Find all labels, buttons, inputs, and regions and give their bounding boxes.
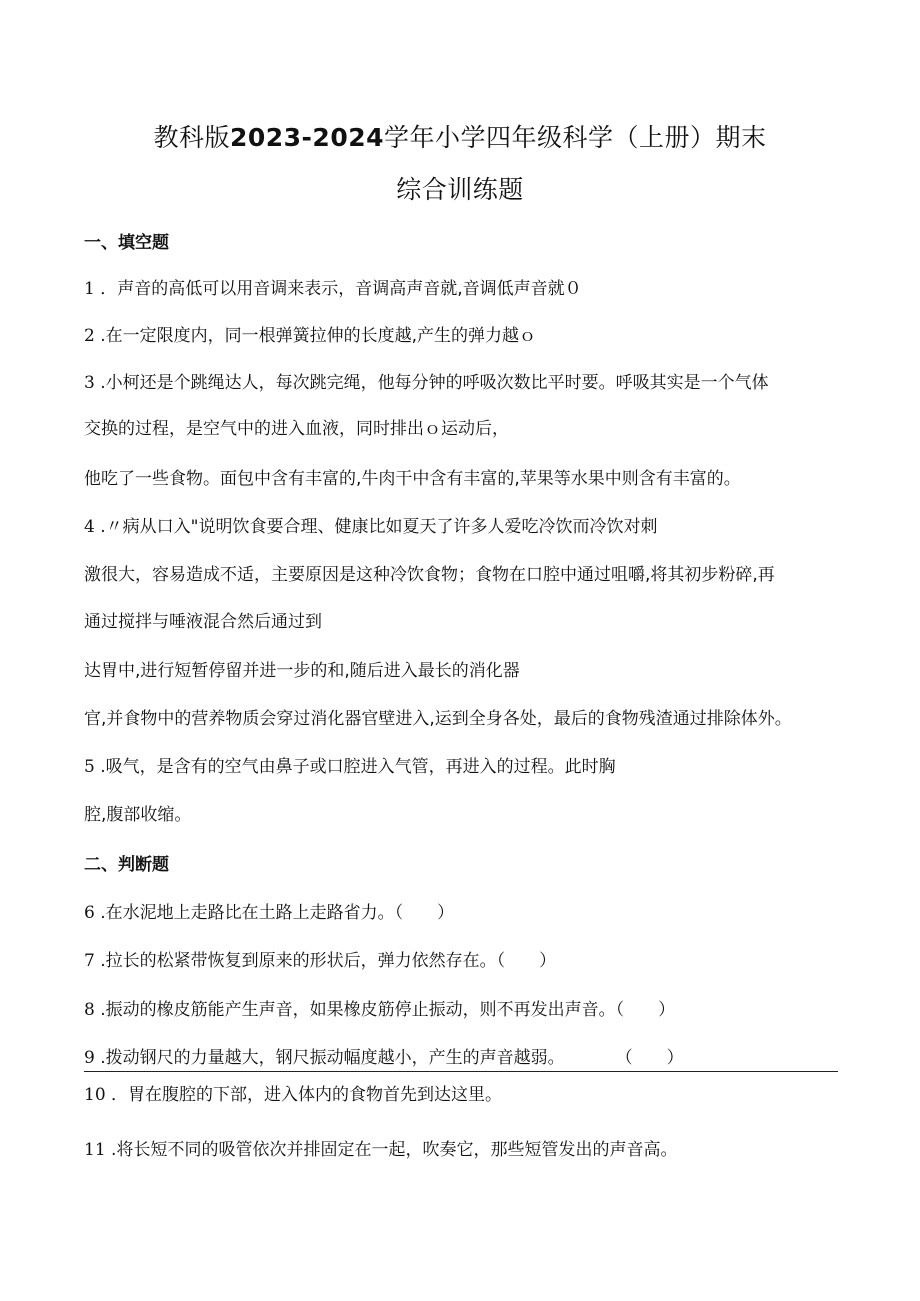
- question-text: 官,并食物中的营养物质会穿过消化器官壁进入,运到全身各处，最后的食物残渣通过排除体外。: [84, 709, 792, 729]
- question-number: 1: [84, 279, 95, 299]
- question-text: .拉长的松紧带恢复到原来的形状后，弹力依然存在。（ ）: [100, 951, 557, 971]
- question-line: [84, 995, 675, 1020]
- title-prefix: 教科版: [153, 123, 230, 152]
- question-number: 2: [84, 326, 95, 346]
- question-number: 8: [84, 1000, 95, 1020]
- question-text: .振动的橡皮筋能产生声音，如果橡皮筋停止振动，则不再发出声音。（ ）: [100, 1000, 676, 1020]
- question-text: ．胃在腹腔的下部，进入体内的食物首先到达这里。: [111, 1085, 503, 1105]
- section-heading-judge: 二、判断题: [84, 855, 169, 875]
- title-years: 2023-2024: [229, 123, 385, 152]
- question-text: ．声音的高低可以用音调来表示，音调高声音就,音调低声音就０: [100, 279, 582, 299]
- question-text: .〃病从口入"说明饮食要合理、健康比如夏天了许多人爱吃冷饮而冷饮对刺: [100, 517, 658, 537]
- question-line: [84, 946, 556, 971]
- question-text: 激很大，容易造成不适，主要原因是这种冷饮食物；食物在口腔中通过咀嚼,将其初步粉碎,再: [84, 565, 775, 585]
- horizontal-rule: [84, 1071, 838, 1072]
- question-number: 6: [84, 903, 95, 923]
- question-line: [84, 560, 775, 585]
- question-number: 11: [84, 1140, 106, 1160]
- question-line: [84, 1080, 502, 1105]
- question-text: 达胃中,进行短暂停留并进一步的和,随后进入最长的消化器: [84, 661, 520, 681]
- question-line: [84, 752, 616, 777]
- question-text: .在一定限度内，同一根弹簧拉伸的长度越,产生的弹力越ｏ: [100, 326, 537, 346]
- question-line: [84, 321, 536, 346]
- question-text: 交换的过程，是空气中的进入血液，同时排出ｏ运动后，: [84, 419, 509, 439]
- question-text: .在水泥地上走路比在土路上走路省力。（ ）: [100, 903, 455, 923]
- question-number: 7: [84, 951, 95, 971]
- question-number: 4: [84, 517, 95, 537]
- question-line: [84, 464, 741, 489]
- question-text: .将长短不同的吸管依次并排固定在一起，吹奏它，那些短管发出的声音高。: [111, 1140, 678, 1160]
- question-number: 9: [84, 1048, 95, 1068]
- question-line: [84, 368, 769, 393]
- question-text: 通过搅拌与唾液混合然后通过到: [84, 612, 322, 632]
- question-line: [84, 800, 191, 825]
- question-text: 他吃了一些食物。面包中含有丰富的,牛肉干中含有丰富的,苹果等水果中则含有丰富的。: [84, 469, 741, 489]
- question-line: [84, 1043, 684, 1068]
- question-text: 腔,腹部收缩。: [84, 805, 192, 825]
- question-number: 10: [84, 1085, 106, 1105]
- question-line: [84, 607, 322, 632]
- section-heading-fill-in: 一、填空题: [84, 233, 169, 253]
- question-number: 5: [84, 757, 95, 777]
- question-number: 3: [84, 373, 95, 393]
- document-title-line-2: 综合训练题: [396, 175, 524, 204]
- question-line: [84, 512, 657, 537]
- document-title-line-1: [0, 118, 920, 154]
- question-line: [84, 1135, 677, 1160]
- question-text: .拨动钢尺的力量越大，钢尺振动幅度越小，产生的声音越弱。 （ ）: [100, 1048, 684, 1068]
- question-line: [84, 274, 582, 299]
- question-text: .小柯还是个跳绳达人，每次跳完绳，他每分钟的呼吸次数比平时要。呼吸其实是一个气体: [100, 373, 769, 393]
- title-suffix: 学年小学四年级科学（上册）期末: [384, 123, 767, 152]
- question-line: [84, 414, 509, 439]
- question-text: .吸气，是含有的空气由鼻子或口腔进入气管，再进入的过程。此时胸: [100, 757, 616, 777]
- question-line: [84, 656, 520, 681]
- question-line: [84, 898, 454, 923]
- question-line: [84, 704, 792, 729]
